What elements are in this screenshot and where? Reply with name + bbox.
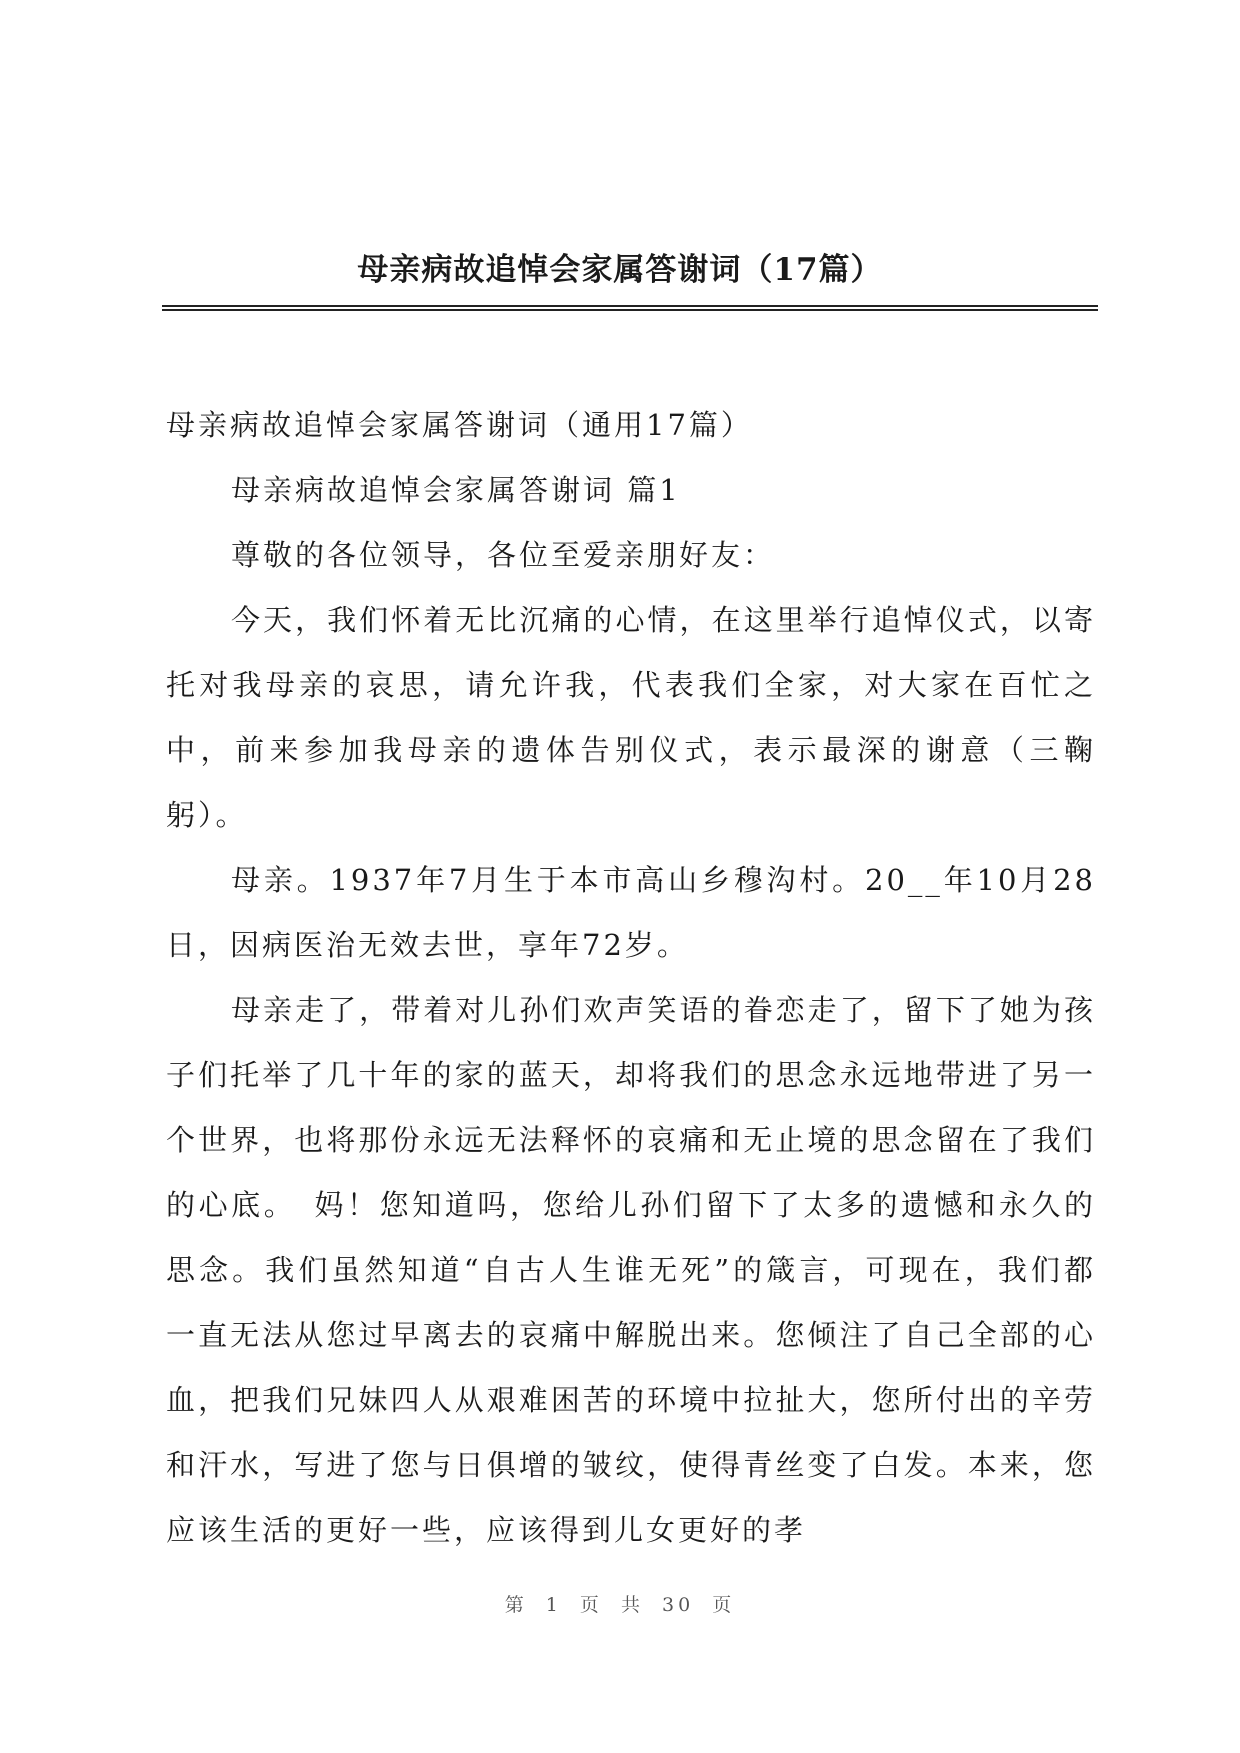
heading-paragraph: 母亲病故追悼会家属答谢词（通用17篇）	[166, 408, 753, 442]
document-title: 母亲病故追悼会家属答谢词（17篇）	[357, 252, 883, 288]
document-body	[166, 393, 1096, 1563]
section-heading: 母亲病故追悼会家属答谢词 篇1	[231, 473, 681, 507]
body-paragraph: 母亲走了，带着对儿孙们欢声笑语的眷恋走了，留下了她为孩子们托举了几十年的家的蓝天，却将我们的思念永远地带进了另一个世界，也将那份永远无法释怀的哀痛和无止境的思念留在了我们的心底。 妈！您知道吗，您给儿孙们留下了太多的遗憾和永久的思念。我们虽然知道“自古人生谁无死”的箴言，可现在，我们都一直无法从您过早离去的哀痛中解脱出来。您倾注了自己全部的心血，把我们兄妹四人从艰难困苦的环境中拉扯大，您所付出的辛劳和汗水，写进了您与日俱增的皱纹，使得青丝变了白发。本来，您应该生活的更好一些，应该得到儿女更好的孝	[166, 993, 1096, 1547]
body-paragraph: 今天，我们怀着无比沉痛的心情，在这里举行追悼仪式，以寄托对我母亲的哀思，请允许我，代表我们全家，对大家在百忙之中，前来参加我母亲的遗体告别仪式，表示最深的谢意（三鞠躬）。	[166, 603, 1096, 832]
page-footer: 第 1 页 共 30 页	[504, 1594, 736, 1616]
body-paragraph: 母亲。1937年7月生于本市高山乡穆沟村。20__年10月28日，因病医治无效去世，享年72岁。	[166, 863, 1096, 962]
salutation-paragraph: 尊敬的各位领导，各位至爱亲朋好友：	[231, 538, 776, 572]
title-double-rule	[162, 305, 1098, 311]
